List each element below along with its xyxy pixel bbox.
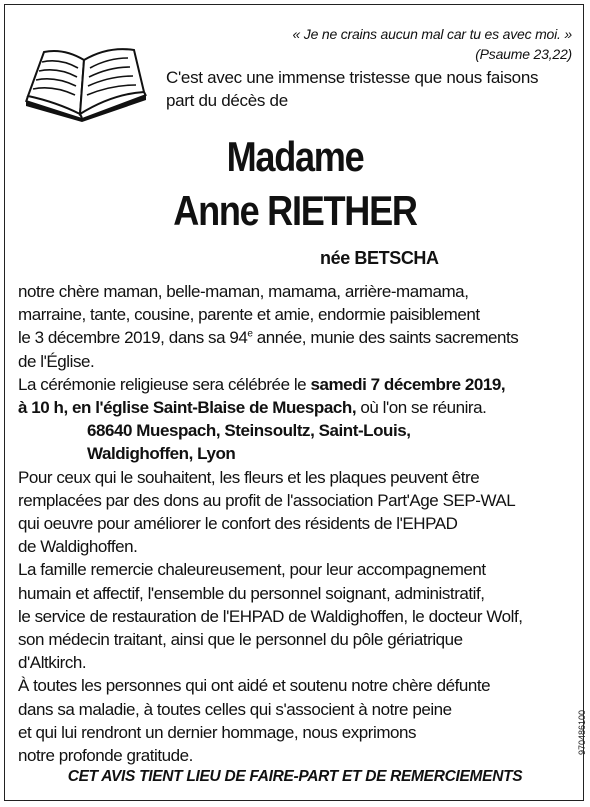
- body-line: le 3 décembre 2019, dans sa 94e année, munie des saints sacrements: [18, 328, 519, 348]
- intro-text: [166, 66, 538, 112]
- body-line: son médecin traitant, ainsi que le personnel du pôle gériatrique: [18, 630, 463, 650]
- reference-number: 970486100: [577, 709, 587, 755]
- intro-line-1: C'est avec une immense tristesse que nous faisons: [166, 68, 539, 87]
- notice-body: [18, 280, 578, 767]
- deceased-title: Madame: [226, 133, 364, 180]
- body-line: de Waldighoffen.: [18, 537, 138, 557]
- ceremony-line: La cérémonie religieuse sera célébrée le samedi 7 décembre 2019,: [18, 374, 506, 394]
- body-line: À toutes les personnes qui ont aidé et soutenu notre chère défunte: [18, 676, 491, 696]
- deceased-name: Anne RIETHER: [173, 187, 417, 234]
- places-line: 68640 Muespach, Steinsoultz, Saint-Louis,: [87, 421, 411, 441]
- body-line: d'Altkirch.: [18, 653, 87, 673]
- ceremony-date: samedi 7 décembre 2019,: [310, 374, 506, 394]
- body-line: qui oeuvre pour améliorer le confort des résidents de l'EHPAD: [18, 514, 458, 534]
- body-line: dans sa maladie, à toutes celles qui s'associent à notre peine: [18, 699, 452, 719]
- body-line: de l'Église.: [18, 351, 95, 371]
- bible-quote: [293, 24, 573, 64]
- body-line: La famille remercie chaleureusement, pour leur accompagnement: [18, 560, 486, 580]
- ceremony-place: à 10 h, en l'église Saint-Blaise de Muespach,: [18, 398, 357, 418]
- body-line: et qui lui rendront un dernier hommage, nous exprimons: [18, 722, 417, 742]
- open-book-icon: [22, 42, 150, 122]
- body-line: remplacées par des dons au profit de l'association Part'Age SEP-WAL: [18, 490, 516, 510]
- ceremony-line: à 10 h, en l'église Saint-Blaise de Muespach, où l'on se réunira.: [18, 398, 487, 418]
- footer-notice: CET AVIS TIENT LIEU DE FAIRE-PART ET DE REMERCIEMENTS: [67, 768, 523, 785]
- body-line: notre chère maman, belle-maman, mamama, arrière-mamama,: [18, 282, 469, 301]
- body-line: humain et affectif, l'ensemble du personnel soignant, administratif,: [18, 583, 485, 603]
- quote-text: « Je ne crains aucun mal car tu es avec moi. »: [292, 26, 572, 42]
- body-line: notre profonde gratitude.: [18, 746, 193, 766]
- places-line: Waldighoffen, Lyon: [87, 444, 236, 464]
- quote-source: (Psaume 23,22): [475, 46, 572, 62]
- intro-line-2: part du décès de: [166, 91, 288, 110]
- body-line: le service de restauration de l'EHPAD de Waldighoffen, le docteur Wolf,: [18, 606, 523, 626]
- maiden-name: née BETSCHA: [320, 248, 439, 268]
- body-line: marraine, tante, cousine, parente et amie, endormie paisiblement: [18, 305, 480, 325]
- body-line: Pour ceux qui le souhaitent, les fleurs et les plaques peuvent être: [18, 467, 480, 487]
